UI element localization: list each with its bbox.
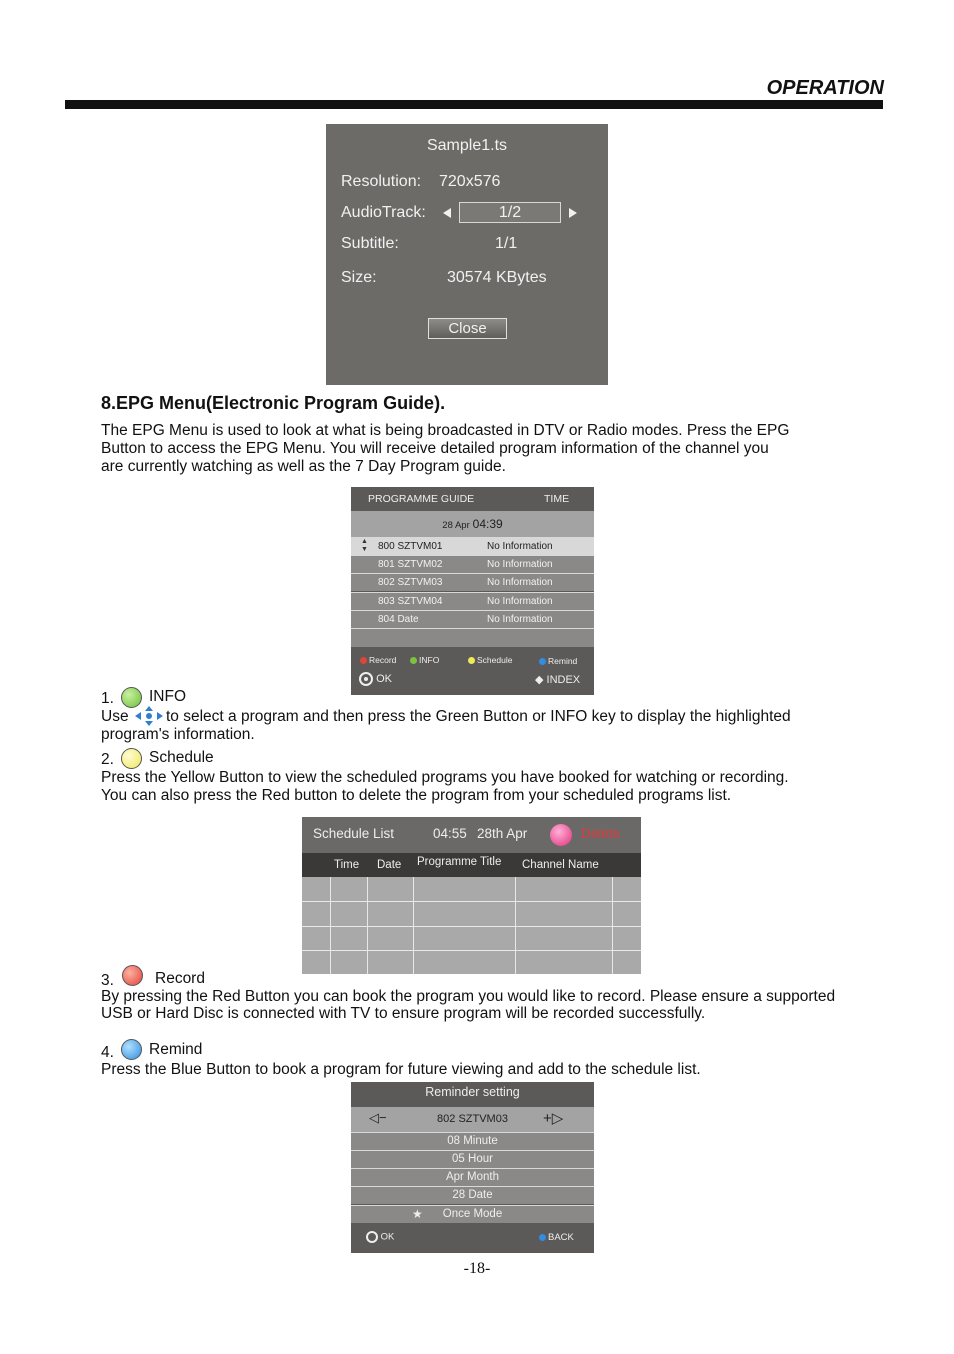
diamond-icon: ◆: [535, 674, 544, 686]
audiotrack-label: AudioTrack:: [341, 204, 426, 221]
remind-label: Remind: [149, 1041, 203, 1058]
programme-guide-screen: [351, 487, 594, 695]
index-hint: ◆ INDEX: [535, 674, 581, 686]
col-channel-name: Channel Name: [522, 859, 599, 871]
blue-dot-icon: [539, 1234, 546, 1241]
section-title: 8.EPG Menu(Electronic Program Guide).: [101, 393, 446, 413]
updown-icon: ▲ ▼: [361, 538, 368, 553]
reminder-channel: 802 SZTVM03: [437, 1113, 508, 1125]
intro-line-1: The EPG Menu is used to look at what is being broadcasted in DTV or Radio modes. Press the EPG: [101, 422, 790, 439]
item-number: 2.: [101, 751, 114, 768]
back-hint: BACK: [539, 1232, 574, 1243]
channel-name: 804 Date: [378, 614, 419, 625]
schedule-list-header: [302, 853, 641, 877]
record-text-1: By pressing the Red Button you can book the program you would like to record. Please ensure a supported: [101, 988, 836, 1005]
intro-line-3: are currently watching as well as the 7 Day Program guide.: [101, 458, 506, 475]
file-name: Sample1.ts: [426, 137, 508, 154]
header-rule: [65, 100, 883, 109]
col-programme-title: Programme Title: [417, 856, 502, 868]
blue-button-icon: [121, 1039, 142, 1060]
channel-name: 802 SZTVM03: [378, 577, 443, 588]
date-bar: [351, 511, 594, 537]
intro-line-2: Button to access the EPG Menu. You will receive detailed program information of the channel you: [101, 440, 769, 457]
channel-row[interactable]: [351, 537, 594, 555]
record-label: Record: [155, 970, 205, 987]
audiotrack-value[interactable]: 1/2: [459, 202, 561, 223]
grid-line: [302, 950, 641, 951]
record-text-2: USB or Hard Disc is connected with TV to ensure program will be recorded successfully.: [101, 1005, 706, 1022]
ok-icon: [366, 1231, 378, 1243]
resolution-value: 720x576: [439, 173, 501, 190]
legend-schedule: Schedule: [468, 655, 512, 665]
programme-guide-titlebar: [351, 487, 594, 511]
ok-hint: OK: [366, 1231, 394, 1243]
reminder-mode: Once Mode: [442, 1208, 503, 1220]
delete-label[interactable]: Delete: [581, 826, 621, 841]
channel-info: No Information: [487, 559, 553, 570]
channel-info: No Information: [487, 614, 553, 625]
ok-icon: [359, 672, 373, 686]
channel-row[interactable]: [351, 610, 594, 628]
reminder-hour[interactable]: 05 Hour: [351, 1150, 594, 1168]
channel-row[interactable]: [351, 573, 594, 591]
item-number: 3.: [101, 972, 114, 989]
col-date: Date: [377, 859, 402, 871]
size-value: 30574 KBytes: [447, 269, 547, 286]
size-label: Size:: [341, 269, 377, 286]
info-text-1: to select a program and then press the Green Button or INFO key to display the highlighted: [166, 708, 791, 725]
schedule-list-titlebar: [302, 817, 641, 853]
guide-clock: 04:39: [472, 517, 503, 531]
page-number: -18-: [463, 1260, 491, 1277]
legend-info: INFO: [410, 655, 439, 665]
remind-text-1: Press the Blue Button to book a program for future viewing and add to the schedule list.: [101, 1061, 701, 1078]
reminder-setting-screen: [351, 1082, 594, 1253]
legend-record: Record: [360, 655, 396, 665]
info-text-2: program's information.: [101, 726, 255, 743]
schedule-list-time: 04:55: [433, 826, 467, 841]
schedule-text-2: You can also press the Red button to delete the program from your scheduled programs list.: [101, 787, 732, 804]
red-button-icon: [122, 965, 143, 986]
grid-line: [302, 901, 641, 902]
reminder-title: Reminder setting: [425, 1085, 520, 1099]
channel-name: 800 SZTVM01: [378, 541, 443, 552]
ok-hint: OK: [359, 672, 392, 686]
left-minus-icon[interactable]: ◁−: [369, 1110, 387, 1125]
arrow-right-icon[interactable]: [569, 208, 577, 218]
time-label: TIME: [544, 493, 570, 505]
channel-name: 801 SZTVM02: [378, 559, 443, 570]
reminder-date[interactable]: 28 Date: [351, 1186, 594, 1204]
schedule-label: Schedule: [149, 749, 214, 766]
guide-date: 28 Apr: [442, 520, 470, 531]
plus-right-icon[interactable]: +▷: [543, 1110, 564, 1127]
reminder-month[interactable]: Apr Month: [351, 1168, 594, 1186]
channel-name: 803 SZTVM04: [378, 596, 443, 607]
subtitle-value: 1/1: [495, 235, 518, 252]
item-number: 1.: [101, 690, 114, 707]
schedule-list-screen: [302, 817, 641, 974]
green-button-icon: [121, 687, 142, 708]
schedule-list-date: 28th Apr: [477, 826, 528, 841]
item-number: 4.: [101, 1044, 114, 1061]
file-info-panel: [326, 124, 608, 385]
empty-row: [351, 628, 594, 647]
channel-info: No Information: [487, 596, 553, 607]
grid-line: [302, 926, 641, 927]
resolution-label: Resolution:: [341, 173, 422, 190]
schedule-text-1: Press the Yellow Button to view the scheduled programs you have booked for watching or recording.: [101, 769, 789, 786]
channel-row[interactable]: [351, 555, 594, 573]
programme-guide-title: PROGRAMME GUIDE: [368, 493, 475, 505]
info-use: Use: [101, 708, 129, 725]
yellow-button-icon: [121, 748, 142, 769]
reminder-minute[interactable]: 08 Minute: [351, 1132, 594, 1150]
star-icon: ★: [412, 1207, 423, 1221]
navigation-arrows-icon: [135, 706, 163, 726]
channel-info: No Information: [487, 577, 553, 588]
channel-row[interactable]: [351, 592, 594, 610]
legend-remind: Remind: [539, 656, 577, 666]
reminder-channel-bar: [351, 1107, 594, 1132]
arrow-left-icon[interactable]: [443, 208, 451, 218]
subtitle-label: Subtitle:: [341, 235, 399, 252]
col-time: Time: [334, 859, 360, 871]
reminder-mode-row[interactable]: [351, 1205, 594, 1223]
info-label: INFO: [149, 688, 187, 705]
channel-info: No Information: [487, 541, 553, 552]
section-header: OPERATION: [766, 77, 884, 99]
pink-button-icon: [550, 824, 572, 846]
close-button[interactable]: Close: [428, 318, 507, 339]
schedule-list-title: Schedule List: [313, 826, 395, 841]
